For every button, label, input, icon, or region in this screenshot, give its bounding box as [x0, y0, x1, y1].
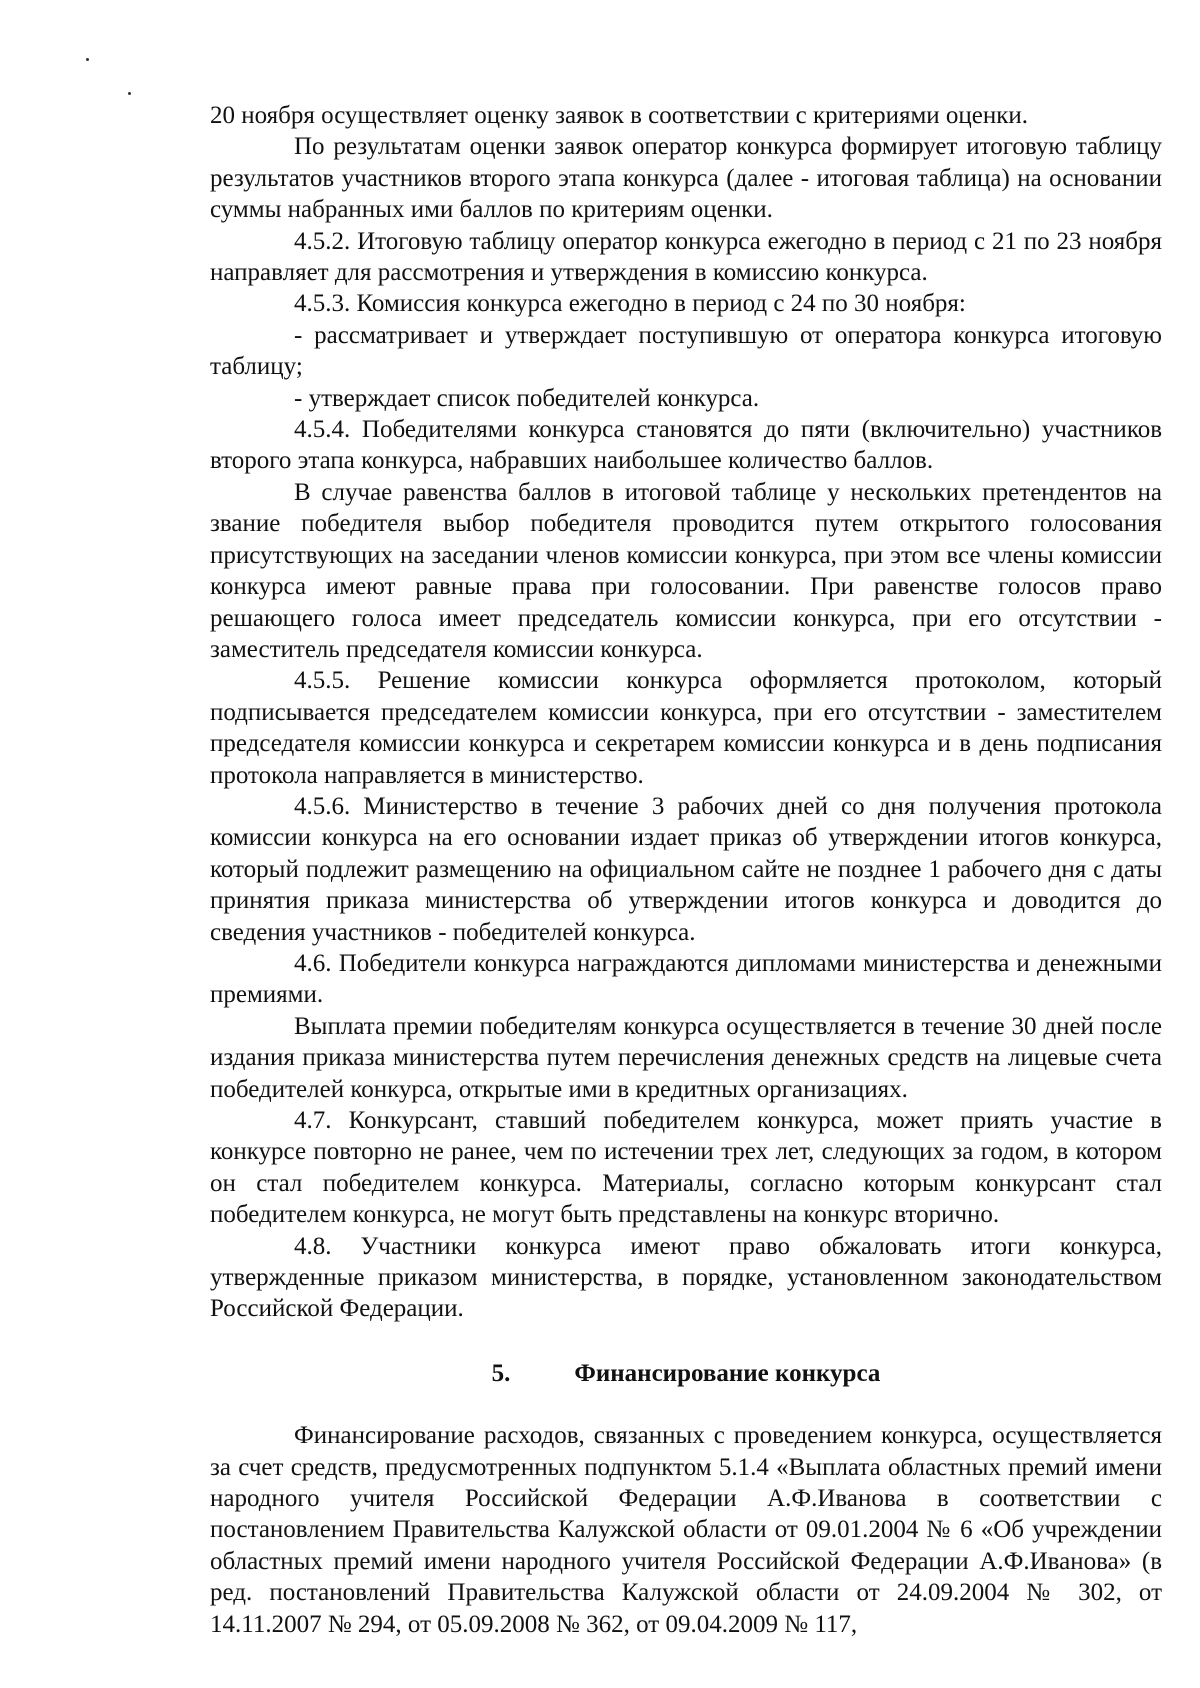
paragraph: По результатам оценки заявок оператор конкурса формирует итоговую таблицу результатов участников второго этапа конкурса (далее - итоговая таблица) на основании суммы набранных ими баллов по критериям оценки.: [210, 133, 1162, 224]
paragraph: 20 ноября осуществляет оценку заявок в соответствии с критериями оценки.: [210, 102, 1029, 129]
paragraph: 4.8. Участники конкурса имеют право обжаловать итоги конкурса, утвержденные приказом министерства, в порядке, установленном законодательством Российской Федерации.: [210, 1232, 1162, 1323]
paragraph: 4.5.3. Комиссия конкурса ежегодно в период с 24 по 30 ноября:: [294, 290, 966, 318]
paragraph: Выплата премии победителям конкурса осуществляется в течение 30 дней после издания приказа министерства путем перечисления денежных средств на лицевые счета победителей конкурса, открытые ими в кредитных организациях.: [210, 1012, 1162, 1103]
paragraph: Финансирование расходов, связанных с проведением конкурса, осуществляется за счет средств, предусмотренных подпунктом 5.1.4 «Выплата областных премий имени народного учителя Российской Федерации А.Ф.Иванова в соответствии с постановлением Правительства Калужской области от 09.01.2004 № 6 «Об учреждении областных премий имени народного учителя Российской Федерации А.Ф.Иванова» (в ред. постановлений Правительства Калужской области от 24.09.2004 № 302, от 14.11.2007 № 294, от 05.09.2008 № 362, от 09.04.2009 № 117,: [210, 1422, 1162, 1638]
paragraph: 4.5.2. Итоговую таблицу оператор конкурса ежегодно в период с 21 по 23 ноября направляет для рассмотрения и утверждения в комиссию конкурса.: [210, 227, 1162, 287]
paragraph: 4.6. Победители конкурса награждаются дипломами министерства и денежными премиями.: [210, 949, 1162, 1009]
scan-speck: [128, 92, 131, 95]
paragraph: 4.5.4. Победителями конкурса становятся до пяти (включительно) участников второго этапа конкурса, набравших наибольшее количество баллов.: [210, 416, 1162, 475]
scan-speck: [86, 58, 89, 61]
section-title: Финансирование конкурса: [574, 1359, 881, 1387]
paragraph: 4.7. Конкурсант, ставший победителем конкурса, может приять участие в конкурсе повторно не ранее, чем по истечении трех лет, следующих за годом, в котором он стал победителем конкурса. Материалы, согласно которым конкурсант стал победителем конкурса, не могут быть представлены на конкурс вторично.: [210, 1107, 1162, 1229]
paragraph: 4.5.6. Министерство в течение 3 рабочих дней со дня получения протокола комиссии конкурса на его основании издает приказ об утверждении итогов конкурса, который подлежит размещению на официальном сайте не позднее 1 рабочего дня с даты принятия приказа министерства об утверждении итогов конкурса и доводится до сведения участников - победителей конкурса.: [210, 792, 1162, 946]
paragraph: В случае равенства баллов в итоговой таблице у нескольких претендентов на звание победителя выбор победителя проводится путем открытого голосования присутствующих на заседании членов комиссии конкурса, при этом все члены комиссии конкурса имеют равные права при голосовании. При равенстве голосов право решающего голоса имеет председатель комиссии конкурса, при его отсутствии - заместитель председателя комиссии конкурса.: [210, 478, 1162, 663]
paragraph: - рассматривает и утверждает поступившую от оператора конкурса итоговую таблицу;: [210, 321, 1162, 381]
paragraph: - утверждает список победителей конкурса.: [294, 384, 760, 412]
body-text-before: [210, 100, 1162, 1325]
body-text-after: [210, 1420, 1162, 1640]
document-page: [210, 100, 1162, 1640]
section-number: 5.: [491, 1359, 511, 1387]
section-heading: [210, 1358, 1162, 1389]
paragraph: 4.5.5. Решение комиссии конкурса оформляется протоколом, который подписывается председателем комиссии конкурса, при его отсутствии - заместителем председателя комиссии конкурса и секретарем комиссии конкурса и в день подписания протокола направляется в министерство.: [210, 667, 1162, 789]
